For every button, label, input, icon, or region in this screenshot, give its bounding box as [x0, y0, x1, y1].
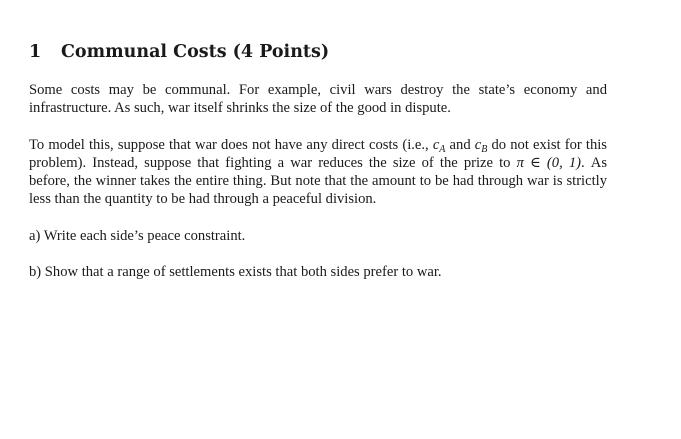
section-heading [29, 40, 607, 64]
prize-math-expression: π ∈ (0, 1) [516, 154, 582, 171]
section-title: Communal Costs (4 Points) [61, 42, 330, 62]
question-b [29, 263, 607, 281]
model-text-part-2: do not exist for this problem). Instead, suppose that fighting a war reduces the size of the prize to [29, 136, 607, 171]
model-text-part-1: To model this, suppose that war does not have any direct costs (i.e., [29, 136, 433, 153]
intro-paragraph [29, 81, 607, 118]
model-text-and: and [445, 136, 475, 153]
cost-b-base: c [474, 136, 482, 153]
cost-b-symbol [475, 137, 488, 153]
cost-a-base: c [432, 136, 440, 153]
cost-a-subscript: A [439, 143, 446, 155]
document-page [29, 40, 607, 281]
question-a [29, 227, 607, 245]
cost-a-symbol [433, 137, 446, 153]
question-a-text: a) Write each side’s peace constraint. [29, 227, 246, 244]
model-text-part-3: . As before, the winner takes the entire thing. But note that the amount to be had through war is strictly less than the quantity to be had through a peaceful division. [29, 154, 607, 208]
model-paragraph [29, 136, 607, 209]
section-number: 1 [29, 42, 42, 62]
cost-b-subscript: B [481, 143, 488, 155]
intro-text: Some costs may be communal. For example, civil wars destroy the state’s economy and infrastructure. As such, war itself shrinks the size of the good in dispute. [29, 82, 607, 117]
question-b-text: b) Show that a range of settlements exists that both sides prefer to war. [29, 264, 442, 281]
